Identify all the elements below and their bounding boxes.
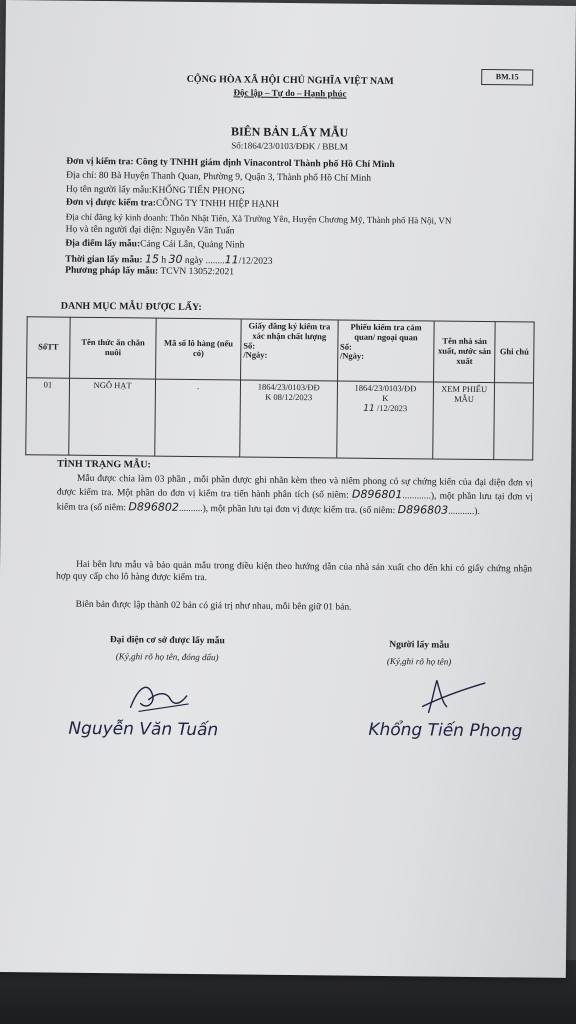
method-value: TCVN 13052:2021	[160, 266, 235, 278]
sample-status-title: TÌNH TRẠNG MẪU:	[57, 458, 151, 471]
cell-producer: XEM PHIẾU MẪU	[433, 382, 495, 460]
cell-registration-date: K 08/12/2023	[265, 391, 313, 402]
header-registration-so: Số:	[243, 340, 256, 351]
status-text-d: ...........).	[448, 506, 480, 517]
document-title: BIÊN BẢN LẤY MẪU	[230, 124, 349, 140]
time-day: 11	[224, 253, 239, 267]
document-number: Số:1864/23/0103/ĐĐK / BBLM	[231, 140, 348, 152]
cell-note	[494, 383, 534, 460]
seal-number-1: D896801	[351, 487, 403, 502]
right-signer-name: Khổng Tiến Phong	[368, 719, 523, 742]
sample-table	[25, 316, 534, 460]
inspector-address: Địa chỉ: 80 Bà Huyện Thanh Quan, Phường 9, Quận 3, Thành phố Hồ Chí Minh	[66, 170, 372, 184]
status-paragraph-1	[57, 473, 533, 519]
time-h: h	[161, 255, 167, 266]
table-header-row	[27, 317, 535, 383]
header-registration-ngay: /Ngày:	[243, 349, 268, 361]
sampler-name: Họ tên người lấy mẫu:KHỔNG TIẾN PHONG	[65, 184, 245, 197]
location-label: Địa điểm lấy mẫu:	[65, 238, 141, 250]
seal-number-2: D896802	[128, 499, 180, 514]
header-check-ngay: /Ngày:	[339, 350, 365, 362]
cell-registration	[240, 380, 337, 458]
national-title: CỘNG HÒA XÃ HỘI CHỦ NGHĨA VIỆT NAM	[186, 73, 394, 88]
time-line: Thời gian lấy mẫu: 15 h 30 ngày ........11/12/2023	[65, 252, 273, 267]
inspected-value: CÔNG TY TNHH HIỆP HẠNH	[155, 198, 280, 210]
time-ngay: ngày	[184, 255, 204, 267]
header-registration-text: Giấy đăng ký kiểm tra xác nhận chất lượng	[248, 320, 331, 342]
left-signer-role: Đại diện cơ sở được lấy mẫu	[109, 635, 225, 647]
cell-check-k: K	[382, 392, 389, 403]
signature-block-left	[67, 635, 267, 663]
cell-lot-code: .	[155, 379, 240, 457]
cell-feed-name: NGÔ HẠT	[69, 378, 156, 456]
method-line	[65, 266, 234, 278]
status-text-c: ..........), một phần lưu tại đơn vị được kiểm tra. (số niêm:	[178, 503, 396, 516]
time-label: Thời gian lấy mẫu:	[65, 254, 143, 266]
left-signer-name: Nguyễn Văn Tuấn	[68, 718, 219, 741]
inspector-value: Công ty TNHH giám định Vinacontrol Thành phố Hồ Chí Minh	[135, 157, 395, 171]
right-signature-mark	[398, 676, 488, 721]
sample-list-title: DANH MỤC MẪU ĐƯỢC LẤY:	[60, 300, 202, 314]
inspected-label: Đơn vị được kiểm tra:	[65, 197, 157, 209]
right-signer-note: (Ký,ghi rõ họ tên)	[386, 656, 452, 667]
left-signer-note: (Ký,ghi rõ họ tên, đóng dấu)	[115, 651, 219, 663]
status-paragraph-2: Hai bên lưu mẫu và bảo quản mẫu trong điều kiện theo hướng dẫn của nhà sản xuất cho đến khi có giấy chứng nhận hợp quy cấp cho lô hàng được kiểm tra.	[55, 559, 533, 584]
time-rest: /12/2023	[238, 256, 273, 267]
time-minute: 30	[168, 252, 183, 266]
cell-stt: 01	[26, 378, 70, 455]
header-check-sheet	[337, 320, 434, 382]
location-value: Cảng Cái Lân, Quảng Ninh	[140, 239, 245, 251]
national-motto: Độc lập – Tự do – Hạnh phúc	[233, 87, 347, 99]
header-note: Ghi chú	[495, 322, 535, 383]
representative: Họ và tên người đại diện: Nguyễn Văn Tuấn	[65, 224, 235, 237]
inspector-line	[66, 157, 394, 170]
header-producer: Tên nhà sản xuất, nước sản xuất	[434, 321, 495, 383]
signature-block-right	[339, 640, 499, 668]
form-code-box: BM.15	[481, 69, 533, 86]
header-check-sheet-text: Phiếu kiểm tra cảm quan/ ngoại quan	[350, 321, 422, 343]
cell-registration-no: 1864/23/0103/ĐĐ	[257, 381, 320, 393]
header-feed-name: Tên thức ăn chăn nuôi	[69, 317, 156, 379]
cell-check-date	[339, 403, 431, 414]
cell-check-sheet	[336, 381, 433, 459]
time-hour: 15	[144, 252, 160, 266]
status-text-b: ............), một phần lưu tại đơn vị kiểm tra (số niêm:	[56, 491, 533, 513]
table-row	[26, 378, 534, 460]
business-address: Địa chỉ đăng ký kinh doanh: Thôn Nhật Tiến, Xã Trường Yên, Huyện Chương Mỹ, Thành phố Hà Nội, VN	[65, 211, 452, 226]
inspected-line	[66, 198, 279, 210]
header-stt: SốTT	[27, 317, 70, 378]
inspector-label: Đơn vị kiểm tra:	[66, 156, 134, 168]
right-signer-role: Người lấy mẫu	[389, 640, 450, 651]
cell-check-day: 11	[363, 403, 375, 414]
header-check-so: Số:	[339, 341, 352, 352]
seal-number-3: D896803	[397, 502, 449, 517]
header-lot-code: Mã số lô hàng (nếu có)	[156, 318, 241, 380]
method-label: Phương pháp lấy mẫu:	[65, 265, 159, 277]
header-registration	[240, 319, 337, 381]
cell-check-no: 1864/23/0103/ĐĐ	[354, 382, 417, 394]
left-signature-mark	[118, 677, 198, 718]
status-text-a: Mẫu được chia làm 03 phần , mỗi phần được ghi nhãn kèm theo và niêm phong có sự chứng kiến của đại diện đơn vị được kiểm tra. Một phần do đơn vị kiểm tra tiến hành phân tích (số niêm:	[56, 473, 534, 501]
cell-check-rest: /12/2023	[376, 402, 408, 413]
status-paragraph-3: Biên bản được lập thành 02 bản có giá trị như nhau, mỗi bên giữ 01 bản.	[75, 599, 352, 613]
location-line	[65, 239, 244, 251]
